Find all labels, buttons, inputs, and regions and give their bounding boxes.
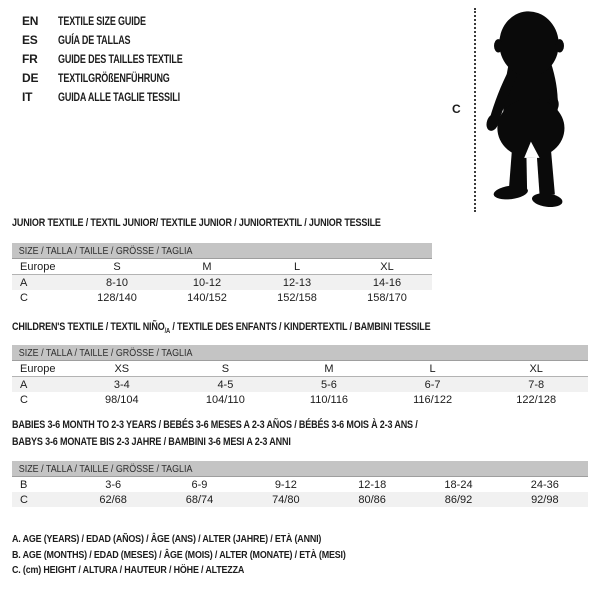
language-row-fr (22, 49, 224, 68)
table-row (12, 477, 588, 492)
row-label: C (20, 393, 28, 406)
heading-line-1: BABIES 3-6 MONTH TO 2-3 YEARS / BEBÉS 3-6 MESES A 2-3 AÑOS / BÉBÉS 3-6 MOIS À 2-3 ANS / (12, 419, 418, 431)
table-row (12, 275, 432, 290)
table-cell: 110/116 (309, 393, 349, 406)
language-row-de (22, 68, 224, 87)
table-cell: 122/128 (516, 393, 557, 406)
table-cell: M (202, 260, 212, 273)
table-cell: 98/104 (104, 393, 139, 406)
footnote-b: B. AGE (MONTHS) / EDAD (MESES) / ÂGE (MOIS) / ALTER (MONATE) / ETÀ (MESI) (12, 548, 346, 561)
height-measure-label: C (452, 102, 461, 116)
table-cell: 74/80 (272, 493, 300, 506)
language-code: ES (22, 32, 38, 47)
row-label: A (20, 276, 28, 289)
table-cell: XL (529, 362, 543, 375)
table-cell: 92/98 (531, 493, 559, 506)
table-cell: 4-5 (217, 378, 234, 391)
table-cell: 14-16 (372, 276, 402, 289)
table-cell: 12-18 (358, 478, 387, 491)
table-cell: M (324, 362, 334, 375)
table-cell: 9-12 (274, 478, 297, 491)
size-header-bar (12, 243, 432, 259)
language-title: GUIDA ALLE TAGLIE TESSILI (58, 89, 180, 104)
table-cell: 152/158 (277, 291, 317, 304)
heading-subscript: /A (164, 328, 171, 336)
table-cell: 3-6 (105, 478, 122, 491)
table-cell: 5-6 (321, 378, 337, 391)
language-title: TEXTILGRÖßENFÜHRUNG (58, 70, 170, 85)
heading-line-2: BABYS 3-6 MONATE BIS 2-3 JAHRE / BAMBINI 3-6 MESI A 2-3 ANNI (12, 436, 291, 448)
table-cell: 10-12 (192, 276, 222, 289)
right-ear (555, 39, 564, 52)
table-cell: L (429, 362, 436, 375)
language-row-it (22, 87, 224, 106)
table-cell: 6-7 (424, 378, 441, 391)
table-cell: 18-24 (444, 478, 473, 491)
row-label: A (20, 378, 28, 391)
dotted-measure-line (474, 8, 476, 212)
row-label: C (20, 493, 28, 506)
size-header-label: SIZE / TALLA / TAILLE / GRÖSSE / TAGLIA (18, 244, 193, 257)
language-title: TEXTILE SIZE GUIDE (58, 13, 146, 28)
table-row (12, 259, 432, 275)
table-row (12, 377, 588, 392)
table-cell: 128/140 (97, 291, 137, 304)
table-cell: 3-4 (113, 378, 130, 391)
table-cell: 6-9 (191, 478, 208, 491)
row-label: B (20, 478, 28, 491)
language-row-en (22, 11, 224, 30)
table-cell: 8-10 (105, 276, 129, 289)
right-foot (531, 192, 563, 209)
size-header-label: SIZE / TALLA / TAILLE / GRÖSSE / TAGLIA (18, 346, 193, 359)
language-header (22, 11, 224, 106)
heading-text: CHILDREN'S TEXTILE / TEXTIL NIÑO (12, 321, 165, 333)
table-cell: 116/122 (413, 393, 453, 406)
table-cell: 7-8 (528, 378, 545, 391)
table-cell: 104/110 (205, 393, 245, 406)
junior-section-heading: JUNIOR TEXTILE / TEXTIL JUNIOR/ TEXTILE JUNIOR / JUNIORTEXTIL / JUNIOR TESSILE (12, 217, 381, 229)
junior-size-table (12, 243, 432, 305)
table-cell: 12-13 (282, 276, 312, 289)
legend-footnotes (12, 532, 405, 579)
language-code: FR (22, 51, 38, 66)
table-cell: 62/68 (99, 493, 127, 506)
table-row (12, 392, 588, 407)
babies-section-heading (12, 417, 418, 451)
language-title: GUIDE DES TAILLES TEXTILE (58, 51, 183, 66)
row-label: Europe (20, 362, 56, 375)
size-header-label: SIZE / TALLA / TAILLE / GRÖSSE / TAGLIA (18, 462, 193, 475)
children-size-table (12, 345, 588, 407)
children-section-heading (12, 319, 430, 340)
language-code: IT (22, 89, 33, 104)
row-label: C (20, 291, 28, 304)
table-cell: S (113, 260, 121, 273)
table-cell: 158/170 (367, 291, 407, 304)
table-cell: 24-36 (530, 478, 559, 491)
size-header-bar (12, 345, 588, 361)
table-cell: L (293, 260, 301, 273)
table-cell: S (221, 362, 230, 375)
heading-text: / TEXTILE DES ENFANTS / KINDERTEXTIL / BAMBINI TESSILE (170, 321, 431, 333)
footnote-a: A. AGE (YEARS) / EDAD (AÑOS) / ÂGE (ANS) / ALTER (JAHRE) / ETÀ (ANNI) (12, 533, 322, 545)
table-cell: XS (114, 362, 130, 375)
table-cell: 86/92 (444, 493, 473, 506)
babies-size-table (12, 461, 588, 507)
language-title: GUÍA DE TALLAS (58, 32, 131, 47)
table-row (12, 492, 588, 507)
table-cell: 140/152 (187, 291, 227, 304)
language-code: EN (22, 13, 39, 28)
row-label: Europe (20, 260, 56, 273)
size-header-bar (12, 461, 588, 477)
left-ear (494, 39, 503, 52)
language-code: DE (22, 70, 39, 85)
table-cell: 80/86 (358, 493, 386, 506)
table-row (12, 290, 432, 305)
toddler-silhouette-icon (483, 5, 598, 216)
language-row-es (22, 30, 224, 49)
footnote-c: C. (cm) HEIGHT / ALTURA / HAUTEUR / HÖHE / ALTEZZA (12, 564, 245, 576)
table-cell: 68/74 (185, 493, 214, 506)
table-cell: XL (380, 260, 394, 273)
table-row (12, 361, 588, 377)
